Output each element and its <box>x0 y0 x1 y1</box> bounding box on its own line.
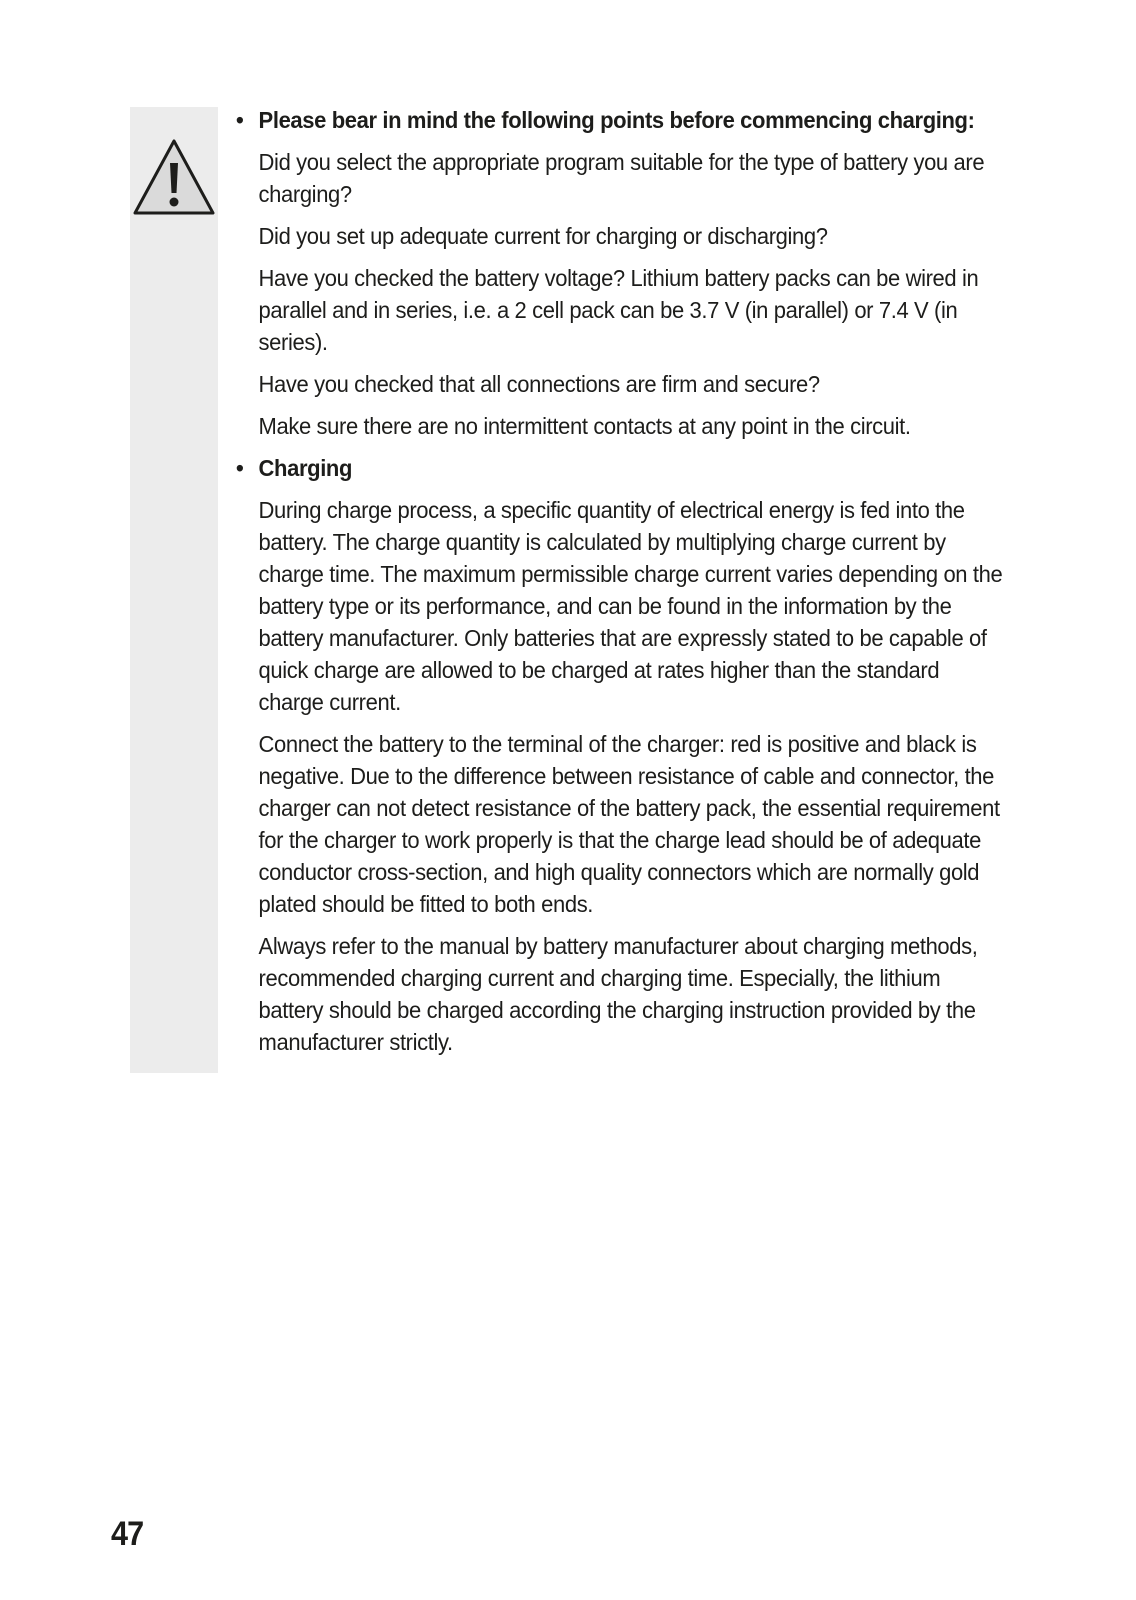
paragraph: During charge process, a specific quantity of electrical energy is fed into the battery. The charge quantity is calculated by multiplying charge current by charge time. The maximum permissible charge current varies depending on the battery type or its performance, and can be found in the information by the battery manufacturer. Only batteries that are expressly stated to be capable of quick charge are allowed to be charged at rates higher than the standard charge current. <box>258 497 1003 715</box>
paragraph: Have you checked that all connections are firm and secure? <box>258 371 820 397</box>
paragraph: Have you checked the battery voltage? Lithium battery packs can be wired in parallel and in series, i.e. a 2 cell pack can be 3.7 V (in parallel) or 7.4 V (in series). <box>258 265 979 355</box>
paragraph: Always refer to the manual by battery manufacturer about charging methods, recommended charging current and charging time. Especially, the lithium battery should be charged according the charging instruction provided by the manufacturer strictly. <box>258 933 978 1055</box>
section-heading-charging <box>236 452 1007 484</box>
heading-text: Please bear in mind the following points before commencing charging: <box>258 107 975 133</box>
paragraph: Did you set up adequate current for charging or discharging? <box>258 223 828 249</box>
bullet: • <box>236 455 244 481</box>
heading-text: Charging <box>258 455 353 481</box>
paragraph: Did you select the appropriate program suitable for the type of battery you are charging? <box>258 149 985 207</box>
paragraph: Connect the battery to the terminal of the charger: red is positive and black is negative. Due to the difference between resistance of cable and connector, the charger can not detect resistance of the battery pack, the essential requirement for the charger to work properly is that the charge lead should be of adequate conductor cross-section, and high quality connectors which are normally gold plated should be fitted to both ends. <box>258 731 1000 917</box>
section-heading-precautions <box>236 104 1007 136</box>
main-content <box>236 104 1007 1068</box>
bullet: • <box>236 107 244 133</box>
paragraph: Make sure there are no intermittent contacts at any point in the circuit. <box>258 413 911 439</box>
warning-triangle-icon <box>130 135 218 219</box>
page-number: 47 <box>111 1515 144 1553</box>
warning-sidebar <box>130 107 218 1073</box>
